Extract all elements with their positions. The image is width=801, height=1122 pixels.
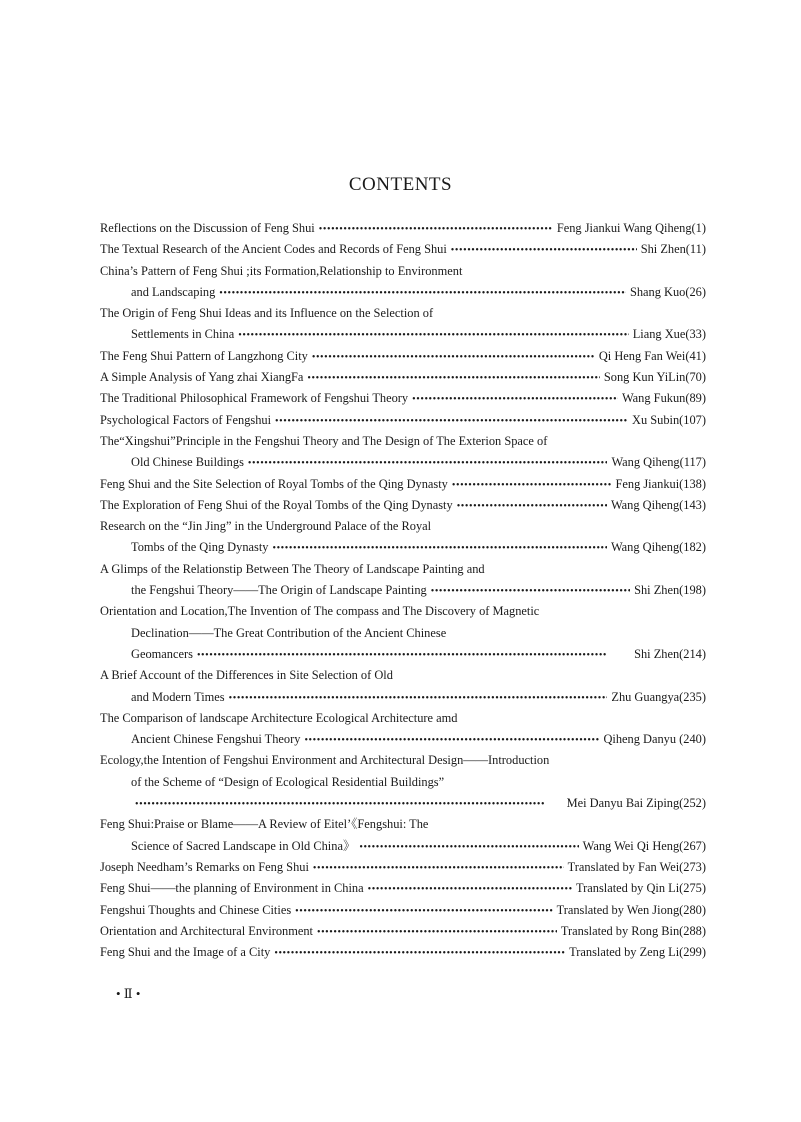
toc-line — [100, 282, 706, 303]
toc-author-page: Shi Zhen(11) — [640, 242, 706, 257]
table-of-contents — [100, 218, 706, 963]
toc-author-page: Feng Jiankui Wang Qiheng(1) — [556, 221, 706, 235]
toc-line — [100, 346, 706, 367]
leader-dots — [135, 794, 563, 814]
leader-dots — [295, 901, 552, 921]
toc-line-text: The Exploration of Feng Shui of the Royal Tombs of the Qing Dynasty — [100, 497, 453, 512]
toc-line-text: of the Scheme of “Design of Ecological Residential Buildings” — [131, 774, 445, 789]
toc-line — [100, 601, 706, 622]
toc-line-text: Feng Shui——the planning of Environment in China — [100, 881, 364, 896]
toc-author-page: Qi Heng Fan Wei(41) — [598, 348, 706, 363]
toc-line-text: Feng Shui and the Site Selection of Royal Tombs of the Qing Dynasty — [100, 476, 448, 491]
leader-dots — [359, 837, 578, 857]
leader-dots — [452, 475, 612, 495]
toc-line — [100, 729, 706, 750]
toc-line — [100, 900, 706, 921]
toc-line-text: Tombs of the Qing Dynasty — [131, 540, 269, 555]
toc-line-text: Feng Shui and the Image of a City — [100, 945, 271, 960]
toc-line-text: Declination——The Great Contribution of the Ancient Chinese — [131, 625, 447, 640]
toc-line — [100, 559, 706, 580]
toc-author-page: Qiheng Danyu (240) — [603, 732, 706, 747]
toc-line — [100, 857, 706, 878]
toc-author-page: Wang Qiheng(143) — [610, 497, 706, 512]
toc-line-text: The Textual Research of the Ancient Codes and Records of Feng Shui — [100, 242, 447, 257]
toc-line-text: Ancient Chinese Fengshui Theory — [131, 732, 301, 747]
toc-line — [100, 878, 706, 899]
toc-line-text: Geomancers — [131, 646, 193, 661]
toc-line — [100, 452, 706, 473]
toc-line — [100, 324, 706, 345]
toc-line — [100, 772, 706, 793]
leader-dots — [451, 240, 637, 260]
toc-author-page: Feng Jiankui(138) — [615, 476, 706, 491]
toc-line-text: Ecology,the Intention of Fengshui Environment and Architectural Design——Introduction — [100, 753, 550, 768]
toc-line — [100, 836, 706, 857]
toc-line — [100, 580, 706, 601]
toc-author-page: Xu Subin(107) — [632, 412, 706, 427]
toc-line — [100, 665, 706, 686]
leader-dots — [317, 922, 557, 942]
page-number: • Ⅱ • — [116, 986, 141, 1001]
leader-dots — [238, 325, 628, 345]
leader-dots — [248, 453, 608, 473]
toc-author-page: Translated by Fan Wei(273) — [567, 859, 706, 874]
toc-author-page: Shi Zhen(214) — [634, 646, 706, 661]
toc-author-page: Shang Kuo(26) — [629, 284, 706, 299]
leader-dots — [312, 347, 595, 367]
toc-line-text: The Origin of Feng Shui Ideas and its Influence on the Selection of — [100, 306, 434, 321]
toc-line-text: Joseph Needham’s Remarks on Feng Shui — [100, 859, 309, 874]
leader-dots — [319, 219, 553, 239]
toc-author-page: Wang Fukun(89) — [621, 391, 706, 406]
toc-author-page: Translated by Wen Jiong(280) — [556, 902, 706, 917]
toc-line-text: The Comparison of landscape Architecture Ecological Architecture amd — [100, 710, 458, 725]
toc-line-text: The Traditional Philosophical Framework of Fengshui Theory — [100, 391, 409, 406]
toc-line-text: The“Xingshui”Principle in the Fengshui Theory and The Design of The Exterion Space of — [100, 433, 548, 448]
toc-line — [100, 750, 706, 771]
toc-line-text: Orientation and Architectural Environment — [100, 923, 313, 938]
toc-line-text: The Feng Shui Pattern of Langzhong City — [100, 348, 308, 363]
toc-author-page: Wang Wei Qi Heng(267) — [582, 838, 706, 853]
leader-dots — [272, 538, 607, 558]
toc-author-page: Wang Qiheng(117) — [611, 455, 706, 470]
toc-line-text: the Fengshui Theory——The Origin of Landscape Painting — [131, 583, 427, 598]
toc-author-page: Translated by Zeng Li(299) — [569, 945, 706, 960]
leader-dots — [275, 411, 628, 431]
leader-dots — [229, 688, 608, 708]
toc-line-text: A Brief Account of the Differences in Site Selection of Old — [100, 668, 393, 683]
toc-line — [100, 921, 706, 942]
toc-line — [100, 537, 706, 558]
toc-line-text: A Glimps of the Relationstip Between The Theory of Landscape Painting and — [100, 561, 485, 576]
toc-author-page: Mei Danyu Bai Ziping(252) — [566, 796, 706, 811]
toc-line — [100, 687, 706, 708]
toc-line — [100, 814, 706, 835]
leader-dots — [457, 496, 607, 516]
toc-author-page: Shi Zhen(198) — [634, 583, 706, 598]
toc-line — [100, 708, 706, 729]
toc-line — [100, 474, 706, 495]
toc-line-text: Science of Sacred Landscape in Old China》 — [131, 838, 356, 853]
toc-author-page: Wang Qiheng(182) — [610, 540, 706, 555]
toc-line — [100, 431, 706, 452]
toc-line-text: and Modern Times — [131, 689, 225, 704]
toc-line — [100, 516, 706, 537]
toc-line-text: Feng Shui:Praise or Blame——A Review of Eitel’《Fengshui: The — [100, 817, 429, 832]
leader-dots — [313, 858, 564, 878]
toc-line-text: China’s Pattern of Feng Shui ;its Formation,Relationship to Environment — [100, 263, 463, 278]
leader-dots — [197, 645, 630, 665]
toc-line — [100, 218, 706, 239]
toc-author-page: Translated by Rong Bin(288) — [560, 923, 706, 938]
toc-line — [100, 644, 706, 665]
toc-line — [100, 303, 706, 324]
toc-line-text: and Landscaping — [131, 284, 216, 299]
toc-line-text: A Simple Analysis of Yang zhai XiangFa — [100, 370, 304, 385]
toc-author-page: Translated by Qin Li(275) — [576, 881, 706, 896]
toc-author-page: Liang Xue(33) — [632, 327, 706, 342]
toc-line — [100, 942, 706, 963]
leader-dots — [219, 283, 626, 303]
page-title: CONTENTS — [348, 173, 453, 195]
toc-line-text: Old Chinese Buildings — [131, 455, 244, 470]
toc-line — [100, 239, 706, 260]
toc-line — [100, 388, 706, 409]
toc-author-page: Zhu Guangya(235) — [611, 689, 706, 704]
leader-dots — [431, 581, 630, 601]
toc-line-text: Fengshui Thoughts and Chinese Cities — [100, 902, 292, 917]
leader-dots — [368, 879, 572, 899]
leader-dots — [307, 368, 599, 388]
toc-line — [100, 261, 706, 282]
toc-line-text: Reflections on the Discussion of Feng Shui — [100, 221, 315, 235]
toc-line-text: Orientation and Location,The Invention of The compass and The Discovery of Magnetic — [100, 604, 540, 619]
toc-line — [100, 793, 706, 814]
toc-line-text: Psychological Factors of Fengshui — [100, 412, 272, 427]
leader-dots — [274, 943, 565, 963]
toc-line — [100, 495, 706, 516]
toc-line — [100, 623, 706, 644]
toc-author-page: Song Kun YiLin(70) — [603, 370, 706, 385]
toc-line-text: Research on the “Jin Jing” in the Underground Palace of the Royal — [100, 519, 432, 534]
toc-line — [100, 367, 706, 388]
toc-line-text: Settlements in China — [131, 327, 235, 342]
toc-line — [100, 410, 706, 431]
leader-dots — [412, 389, 618, 409]
leader-dots — [304, 730, 599, 750]
